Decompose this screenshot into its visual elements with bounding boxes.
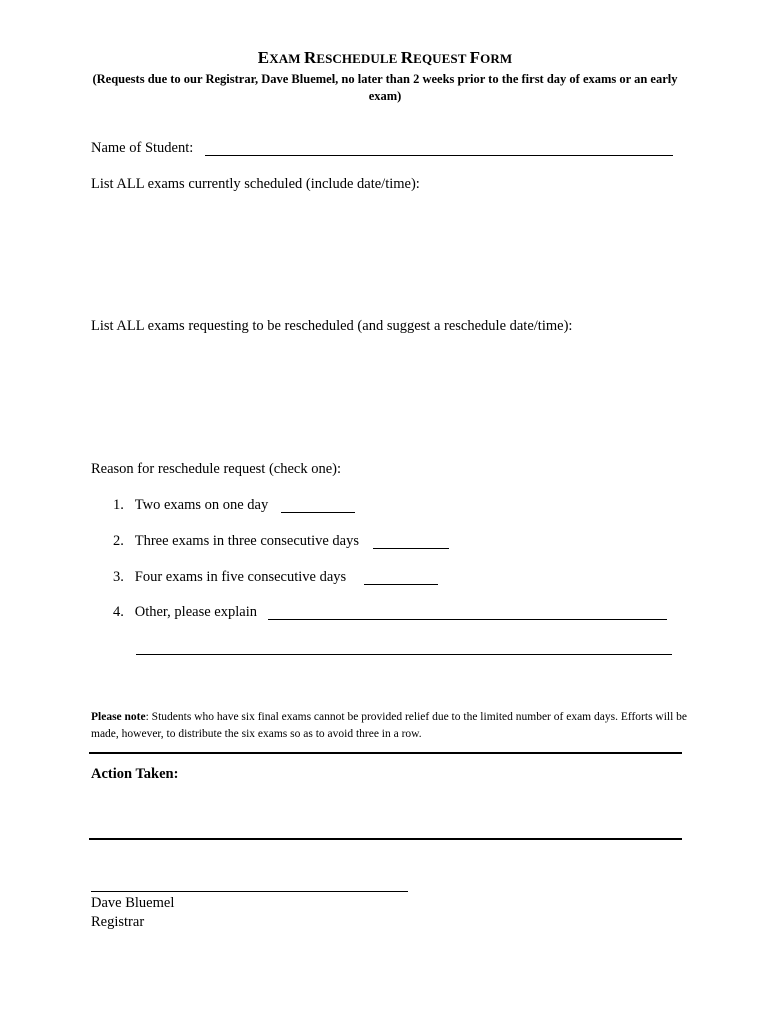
reason-item-2	[113, 533, 359, 550]
reason-text: Four exams in five consecutive days	[134, 569, 347, 585]
reason-3-checkline[interactable]	[364, 584, 438, 585]
reason-label: Reason for reschedule request (check one):	[91, 461, 342, 477]
reason-text: Other, please explain	[134, 604, 257, 620]
please-note	[91, 709, 691, 743]
signatory-name: Dave Bluemel	[91, 895, 175, 911]
reason-number: 4.	[113, 604, 124, 620]
reason-number: 1.	[113, 497, 124, 513]
form-title: EXAM RESCHEDULE REQUEST FORM	[257, 48, 513, 67]
other-explain-field[interactable]	[268, 619, 667, 620]
divider-top	[89, 752, 682, 754]
scheduled-exams-area[interactable]	[91, 198, 681, 308]
action-taken-area[interactable]	[91, 790, 681, 834]
student-name-label: Name of Student:	[91, 140, 194, 156]
action-taken-label: Action Taken:	[91, 766, 179, 782]
scheduled-exams-label: List ALL exams currently scheduled (include date/time):	[91, 176, 420, 192]
reason-number: 2.	[113, 533, 124, 549]
reason-2-checkline[interactable]	[373, 548, 449, 549]
note-label: Please note	[91, 711, 146, 723]
reschedule-exams-label: List ALL exams requesting to be rescheduled (and suggest a reschedule date/time):	[91, 318, 573, 334]
signature-line[interactable]	[91, 891, 408, 892]
reason-item-3	[113, 569, 346, 586]
reason-number: 3.	[113, 569, 124, 585]
reason-text: Three exams in three consecutive days	[134, 533, 360, 549]
reason-item-4	[113, 604, 257, 621]
divider-bottom	[89, 838, 682, 840]
student-name-field[interactable]	[205, 155, 673, 156]
other-explain-field-line-2[interactable]	[136, 654, 672, 655]
reschedule-exams-area[interactable]	[91, 340, 681, 452]
form-subtitle: (Requests due to our Registrar, Dave Bluemel, no later than 2 weeks prior to the first day of exams or an early exam)	[92, 72, 678, 103]
signatory-role: Registrar	[91, 914, 145, 930]
note-text: : Students who have six final exams cannot be provided relief due to the limited number of exam days. Efforts will be made, however, to distribute the six exams so as to avoid three in a row.	[91, 711, 688, 740]
reason-1-checkline[interactable]	[281, 512, 355, 513]
reason-item-1	[113, 497, 268, 514]
reason-text: Two exams on one day	[134, 497, 269, 513]
